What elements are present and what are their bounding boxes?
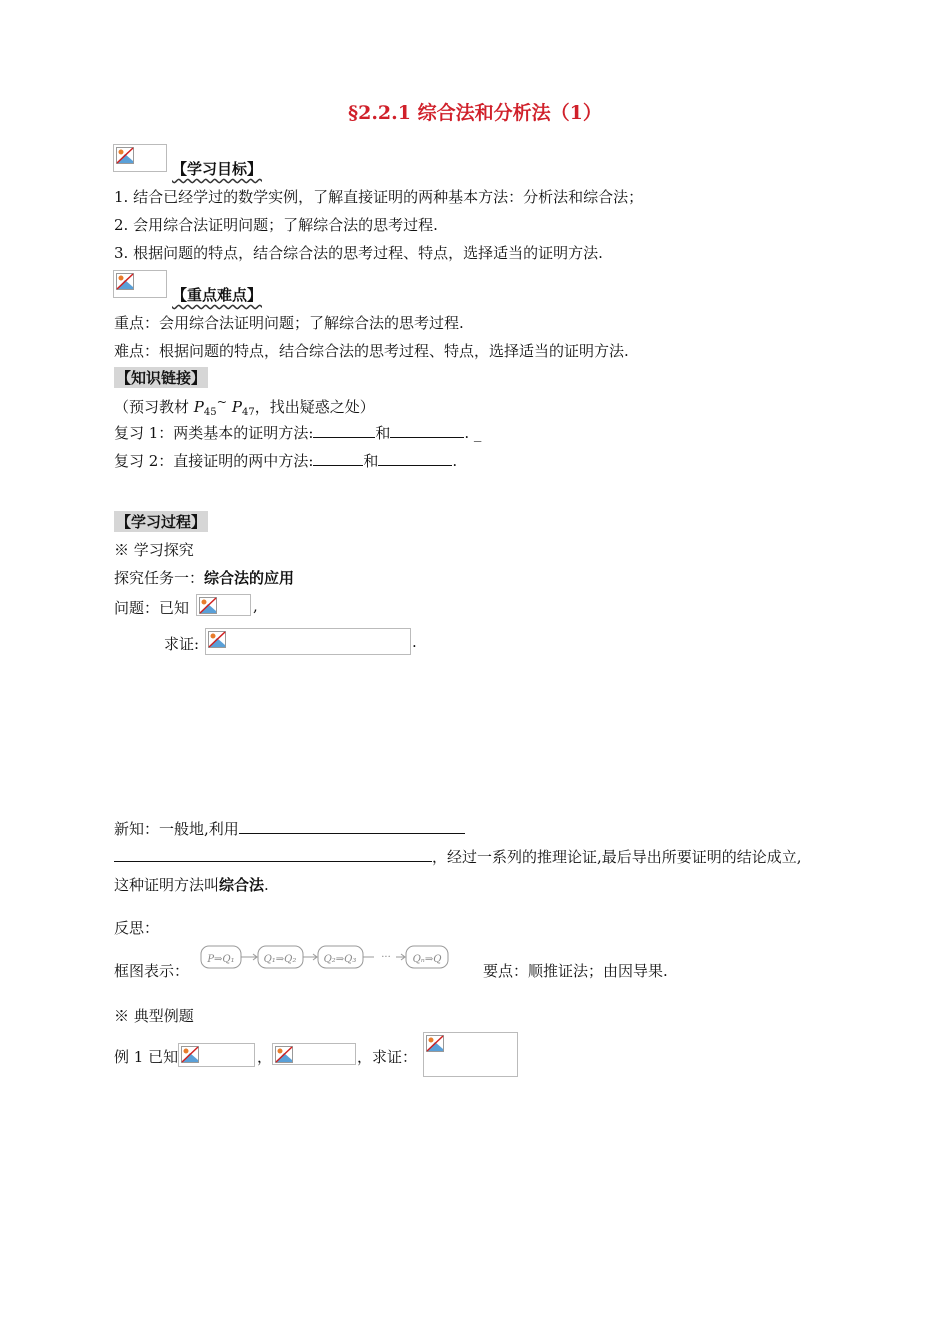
blank-line: [313, 423, 375, 438]
question-label: 问题：已知: [114, 599, 190, 617]
blank-line: [239, 819, 465, 834]
question-comma: ,: [253, 597, 258, 615]
review-1-and: 和: [375, 424, 391, 442]
newknow-line1: [114, 818, 465, 839]
section-header-goals: 【学习目标】: [172, 160, 263, 178]
page-start-sub: 45: [203, 407, 217, 418]
flow-diagram: [200, 943, 450, 973]
focus-text: 重点：会用综合法证明问题；了解综合法的思考过程.: [114, 314, 464, 332]
review-1-label: 复习 1：两类基本的证明方法:: [114, 424, 314, 442]
newknow-line2-text: ，经过一系列的推理论证,最后导出所要证明的结论成立,: [432, 848, 802, 866]
goal-item: 1. 结合已经学过的数学实例，了解直接证明的两种基本方法：分析法和综合法；: [114, 188, 644, 206]
broken-image-icon: [116, 273, 134, 290]
section-header-process: 【学习过程】: [116, 513, 207, 531]
section-header-links: 【知识链接】: [116, 369, 207, 387]
page-title: §2.2.1 综合法和分析法（1）: [348, 102, 602, 124]
subsection-examples: ※ 典型例题: [114, 1007, 194, 1025]
subsection-explore: ※ 学习探究: [114, 541, 194, 559]
formula-image-placeholder: [178, 1043, 255, 1067]
review-1-end: . _: [464, 424, 482, 442]
tilde: ~: [216, 394, 228, 409]
newknow-line3: [114, 874, 269, 895]
blank-line: [378, 451, 452, 466]
flow-box: [258, 946, 303, 968]
flow-box: [318, 946, 363, 968]
newknow-label: 新知：一般地,利用: [114, 820, 239, 838]
newknow-line3-bold: 综合法: [219, 876, 265, 894]
prove-label: 求证:: [164, 635, 200, 653]
preview-prefix: （预习教材: [114, 398, 194, 416]
broken-image-icon: [181, 1046, 199, 1063]
flow-box-text: P⇒Q₁: [207, 954, 235, 965]
blank-line: [313, 451, 363, 466]
flow-dots: ···: [381, 952, 391, 963]
review-2-label: 复习 2：直接证明的两中方法:: [114, 452, 314, 470]
flow-box-text: Qₙ⇒Q: [412, 954, 442, 965]
diagram-label: 框图表示：: [114, 962, 190, 980]
broken-image-icon: [208, 631, 226, 648]
review-1: [114, 422, 481, 443]
flow-box-text: Q₂⇒Q₃: [323, 954, 357, 965]
task-title: [114, 567, 294, 588]
broken-image-icon: [275, 1046, 293, 1063]
page-end: P: [231, 398, 242, 416]
preview-note: [114, 394, 375, 418]
example-comma: ，: [257, 1048, 273, 1066]
page-end-sub: 47: [241, 407, 255, 418]
formula-image-placeholder: [423, 1032, 518, 1077]
flow-box: [201, 946, 241, 968]
difficulty-text: 难点：根据问题的特点，结合综合法的思考过程、特点，选择适当的证明方法.: [114, 342, 629, 360]
embedded-image-placeholder: [113, 144, 167, 172]
goal-item: 3. 根据问题的特点，结合综合法的思考过程、特点，选择适当的证明方法.: [114, 244, 603, 262]
page-start: P: [193, 398, 204, 416]
task-prefix: 探究任务一：: [114, 569, 205, 587]
goal-item: 2. 会用综合法证明问题；了解综合法的思考过程.: [114, 216, 438, 234]
embedded-image-placeholder: [113, 270, 167, 298]
reflect-label: 反思：: [114, 919, 160, 937]
broken-image-icon: [426, 1035, 444, 1052]
newknow-line3-end: .: [264, 876, 269, 894]
blank-line: [390, 423, 464, 438]
flow-box-text: Q₁⇒Q₂: [263, 954, 297, 965]
review-2-end: .: [452, 452, 458, 470]
formula-image-placeholder: [196, 594, 251, 616]
flow-box: [406, 946, 448, 968]
review-2: [114, 450, 457, 471]
example-prove-label: ，求证：: [357, 1048, 418, 1066]
section-header-keypoints: 【重点难点】: [172, 286, 263, 304]
broken-image-icon: [199, 597, 217, 614]
newknow-line2: [114, 846, 802, 867]
preview-suffix: ，找出疑惑之处）: [254, 398, 375, 416]
review-2-and: 和: [363, 452, 379, 470]
task-bold: 综合法的应用: [204, 569, 295, 587]
prove-end: .: [412, 633, 417, 651]
newknow-line3-prefix: 这种证明方法叫: [114, 876, 220, 894]
keynote: 要点：顺推证法；由因导果.: [483, 962, 668, 980]
blank-line: [114, 847, 432, 862]
formula-image-placeholder: [205, 628, 411, 655]
formula-image-placeholder: [272, 1043, 356, 1065]
example-label: 例 1 已知: [114, 1048, 179, 1066]
broken-image-icon: [116, 147, 134, 164]
